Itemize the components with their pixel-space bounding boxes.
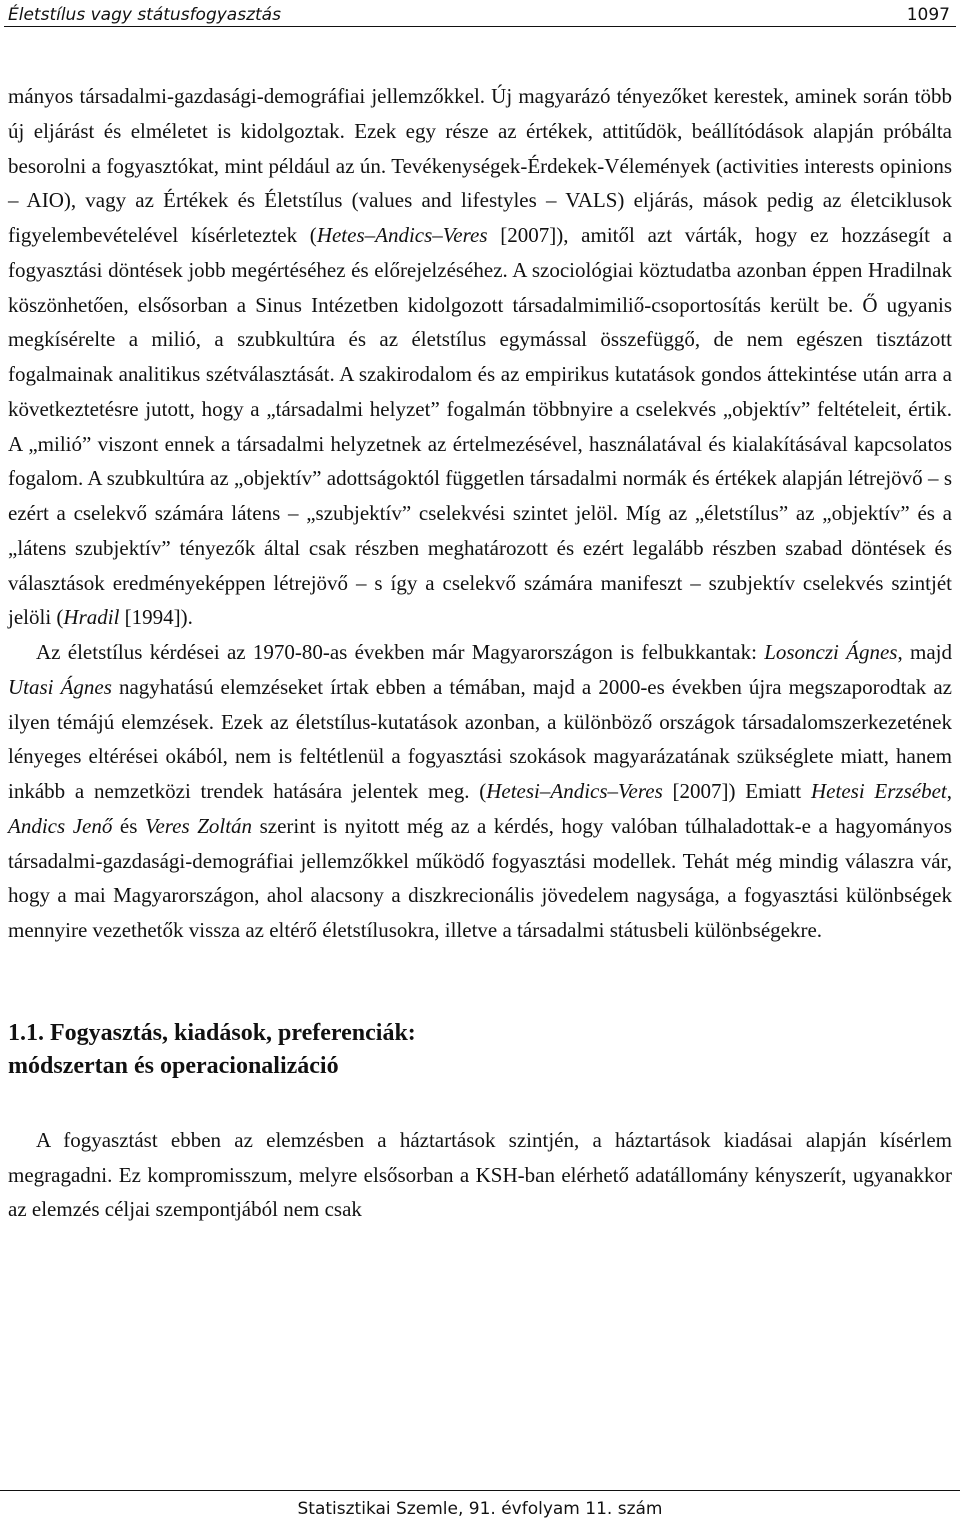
text-run: nagyhatású elemzéseket írtak ebben a témában, majd a 2000-es években újra megszaporodtak az ilyen témájú elemzések. Ezek az életstílus-kutatások azonban, a különböző országok társadalomszerkezetének lényeges eltérései okából, nem is feltétlenül a fogyasztási szokások magyarázatának szükséglete miatt, hanem inkább a nemzetközi trendek hatására jelentek meg. (	[8, 674, 952, 803]
author-name: Utasi Ágnes	[8, 674, 112, 699]
author-name: Andics Jenő	[8, 813, 113, 838]
text-run: szerint is nyitott még az a kérdés, hogy valóban túlhaladottak-e a hagyományos társadalmi-gazdasági-demográfiai jellemzőkkel működő fogyasztási modellek. Tehát még mindig válaszra vár, hogy a mai Magyarországon, ahol alacsony a diszkrecionális jövedelem nagysága, a fogyasztási különbségek mennyire vezethetők vissza az eltérő életstílusokra, illetve a társadalmi státusbeli különbségekre.	[8, 813, 952, 942]
paragraph-lifestyle-hungary	[8, 635, 952, 948]
section-heading	[8, 1017, 952, 1083]
citation-authors: Hetesi–Andics–Veres	[486, 779, 663, 803]
text-run: A fogyasztást ebben az elemzésben a háztartások szintjén, a háztartások kiadásai alapján kísérlem megragadni. Ez kompromisszum, melyre elsősorban a KSH-ban elérhető adatállomány kényszerít, ugyanakkor az elemzés céljai szempontjából nem csak	[8, 1127, 952, 1222]
text-run: ,	[946, 779, 952, 803]
text-run: [2007]), amitől azt várták, hogy ez hozzásegít a fogyasztási döntések jobb megértéséhez és előrejelzéséhez. A szociológiai köztudatba azonban éppen Hradilnak köszönhetően, elsősorban a Sinus Intézetben kidolgozott társadalmimiliő-csoportosítás került be. Ő ugyanis megkísérelte a milió, a szubkultúra és az életstílus egymással összefüggő, de nem egészen tisztázott fogalmainak analitikus szétválasztását. A szakirodalom és az empirikus kutatások gondos áttekintése után arra a következtetésre jutott, hogy a „társadalmi helyzet” fogalmán többnyire a cselekvés „objektív” feltételeit, értik. A „milió” viszont ennek a társadalmi helyzetnek az értelmezésével, használatával és kialakításával kapcsolatos fogalom. A szubkultúra az „objektív” adottságoktól független társadalmi normák és értékek alapján létrejövő – s ezért a cselekvő számára látens – „szubjektív” cselekvési szintet jelöl. Míg az „életstílus” az „objektív” és a „látens szubjektív” tényezők által csak részben meghatározott és ezért legalább részben szabad döntések és választások eredményeképpen létrejövő – s így a cselekvő számára manifeszt – szubjektív cselekvés szintjét jelöli (	[8, 223, 952, 630]
text-run: [2007]) Emiatt	[662, 779, 812, 803]
article-body	[8, 79, 952, 1227]
running-header	[4, 4, 956, 27]
author-name: Veres Zoltán	[144, 813, 253, 838]
text-run: és	[112, 813, 145, 838]
author-name: Losonczi Ágnes	[764, 640, 898, 664]
journal-name: Statisztikai Szemle, 91. évfolyam 11. szám	[297, 1499, 663, 1519]
citation-authors: Hetes–Andics–Veres	[316, 223, 488, 247]
text-run: Az életstílus kérdései az 1970-80-as években már Magyarországon is felbukkantak:	[36, 640, 765, 664]
paragraph-methodology	[8, 1123, 952, 1227]
text-run: [1994]).	[119, 605, 193, 630]
citation-author: Hradil	[63, 605, 120, 630]
text-run: mányos társadalmi-gazdasági-demográfiai jellemzőkkel. Új magyarázó tényezőket kerestek, aminek során több új eljárást és elméletet is kidolgoztak. Ezek egy része az értékek, attitűdök, beállítódások alapján próbálta besorolni a fogyasztókat, mint például az ún. Tevékenységek-Érdekek-Vélemények (activities interests opinions – AIO), vagy az Értékek és Életstílus (values and lifestyles – VALS) eljárás, mások pedig az életciklusok figyelembevételével kísérleteztek (	[8, 84, 952, 247]
author-name: Hetesi Erzsébet	[811, 779, 947, 803]
paragraph-continued	[8, 79, 952, 635]
page-footer	[0, 1490, 960, 1521]
section-heading-line2: módszertan és operacionalizáció	[8, 1052, 339, 1079]
page-number: 1097	[906, 5, 950, 25]
running-title: Életstílus vagy státusfogyasztás	[8, 5, 281, 25]
section-heading-line1: 1.1. Fogyasztás, kiadások, preferenciák:	[8, 1019, 416, 1046]
text-run: , majd	[897, 640, 953, 664]
